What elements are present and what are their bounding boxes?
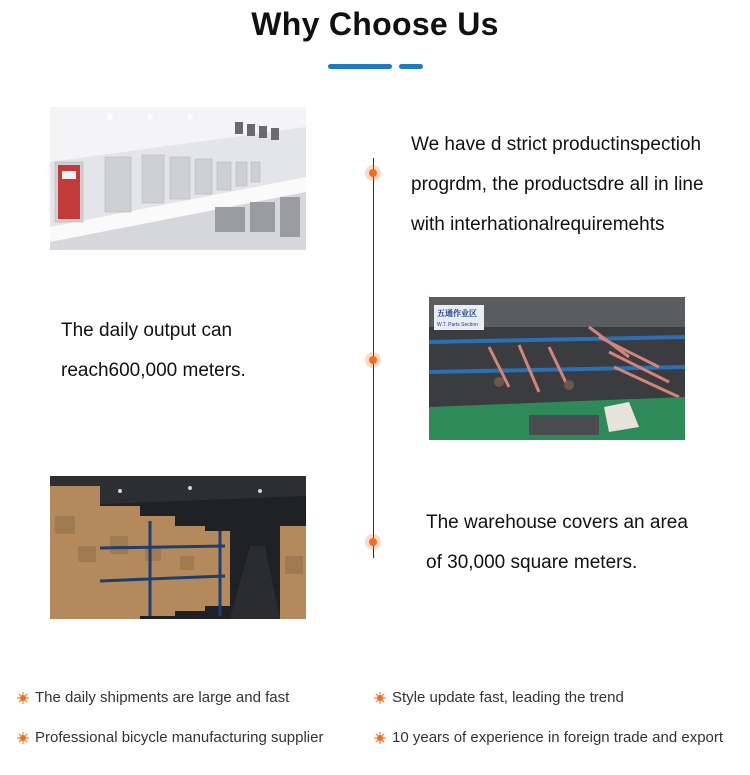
- page-title: Why Choose Us: [251, 6, 499, 42]
- section-1-text: We have d strict productinspectioh progrdm, the productsdre all in line with interhationalrequiremehts: [411, 134, 704, 235]
- title-underline-short: [399, 64, 423, 69]
- warehouse-photo: [50, 476, 306, 619]
- section-2-text: The daily output can reach600,000 meters.: [61, 320, 246, 381]
- feature-label: 10 years of experience in foreign trade and export: [392, 729, 724, 746]
- title-underline-long: [328, 64, 392, 69]
- burst-icon: [17, 692, 29, 704]
- timeline-dot-1: [369, 169, 377, 177]
- feature-label: Style update fast, leading the trend: [392, 689, 624, 706]
- section-3-text: The warehouse covers an area of 30,000 square meters.: [426, 512, 688, 573]
- timeline-dot-2: [369, 356, 377, 364]
- burst-icon: [374, 692, 386, 704]
- feature-item-3: [17, 729, 323, 746]
- feature-label: Professional bicycle manufacturing supplier: [35, 729, 324, 746]
- sign-en-text: W.T. Parts Section: [437, 322, 478, 328]
- factory-photo: [429, 297, 685, 440]
- feature-item-1: [17, 689, 289, 706]
- sign-cn-text: 五通作业区: [437, 309, 477, 318]
- timeline-dot-3: [369, 538, 377, 546]
- feature-label: The daily shipments are large and fast: [35, 689, 290, 706]
- feature-item-2: [374, 689, 624, 706]
- showroom-photo: [50, 107, 306, 250]
- feature-item-4: [374, 729, 723, 746]
- burst-icon: [17, 732, 29, 744]
- burst-icon: [374, 732, 386, 744]
